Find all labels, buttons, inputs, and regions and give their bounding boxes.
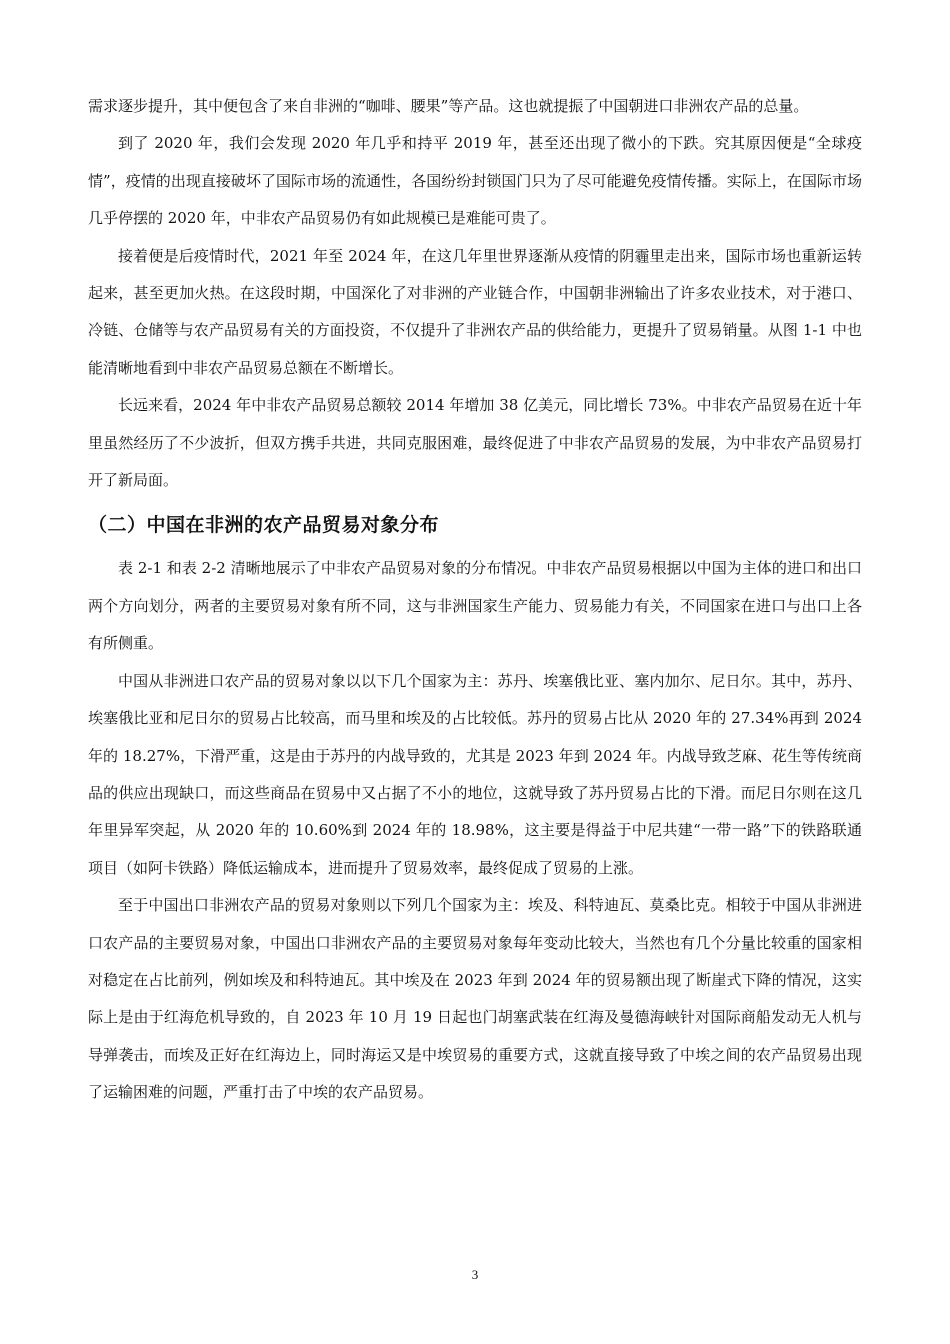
page-number: 3 [471, 1267, 479, 1282]
body-paragraph-2: 到了 2020 年，我们会发现 2020 年几乎和持平 2019 年，甚至还出现了微小的下跌。究其原因便是“全球疫情”，疫情的出现直接破坏了国际市场的流通性，各国纷纷封锁国门只为了尽可能避免疫情传播。实际上，在国际市场几乎停摆的 2020 年，中非农产品贸易仍有如此规模已是难能可贵了。 [88, 134, 862, 228]
body-paragraph-4: 长远来看，2024 年中非农产品贸易总额较 2014 年增加 38 亿美元，同比增长 73%。中非农产品贸易在近十年里虽然经历了不少波折，但双方携手共进，共同克服困难，最终促进了中非农产品贸易的发展，为中非农产品贸易打开了新局面。 [88, 396, 862, 490]
body-paragraph-5: 表 2-1 和表 2-2 清晰地展示了中非农产品贸易对象的分布情况。中非农产品贸易根据以中国为主体的进口和出口两个方向划分，两者的主要贸易对象有所不同，这与非洲国家生产能力、贸易能力有关，不同国家在进口与出口上各有所侧重。 [88, 559, 862, 653]
body-paragraph-7: 至于中国出口非洲农产品的贸易对象则以下列几个国家为主：埃及、科特迪瓦、莫桑比克。相较于中国从非洲进口农产品的主要贸易对象，中国出口非洲农产品的主要贸易对象每年变动比较大，当然也有几个分量比较重的国家相对稳定在占比前列，例如埃及和科特迪瓦。其中埃及在 2023 年到 2024 年的贸易额出现了断崖式下降的情况，这实际上是由于红海危机导致的，自 2023 年 10 月 19 日起也门胡塞武装在红海及曼德海峡针对国际商船发动无人机与导弹袭击，而埃及正好在红海边上，同时海运又是中埃贸易的重要方式，这就直接导致了中埃之间的农产品贸易出现了运输困难的问题，严重打击了中埃的农产品贸易。 [88, 896, 862, 1102]
section-heading: （二）中国在非洲的农产品贸易对象分布 [88, 514, 440, 537]
body-paragraph-1: 需求逐步提升，其中便包含了来自非洲的“咖啡、腰果”等产品。这也就提振了中国朝进口非洲农产品的总量。 [88, 97, 809, 115]
body-paragraph-6: 中国从非洲进口农产品的贸易对象以以下几个国家为主：苏丹、埃塞俄比亚、塞内加尔、尼日尔。其中，苏丹、埃塞俄比亚和尼日尔的贸易占比较高，而马里和埃及的占比较低。苏丹的贸易占比从 2020 年的 27.34%再到 2024 年的 18.27%，下滑严重，这是由于苏丹的内战导致的，尤其是 2023 年到 2024 年。内战导致芝麻、花生等传统商品的供应出现缺口，而这些商品在贸易中又占据了不小的地位，这就导致了苏丹贸易占比的下滑。而尼日尔则在这几年里异军突起，从 2020 年的 10.60%到 2024 年的 18.98%，这主要是得益于中尼共建“一带一路”下的铁路联通项目（如阿卡铁路）降低运输成本，进而提升了贸易效率，最终促成了贸易的上涨。 [88, 671, 862, 877]
document-page [88, 88, 862, 1112]
body-paragraph-3: 接着便是后疫情时代，2021 年至 2024 年，在这几年里世界逐渐从疫情的阴霾里走出来，国际市场也重新运转起来，甚至更加火热。在这段时期，中国深化了对非洲的产业链合作，中国朝非洲输出了许多农业技术，对于港口、冷链、仓储等与农产品贸易有关的方面投资，不仅提升了非洲农产品的供给能力，更提升了贸易销量。从图 1-1 中也能清晰地看到中非农产品贸易总额在不断增长。 [88, 246, 862, 377]
